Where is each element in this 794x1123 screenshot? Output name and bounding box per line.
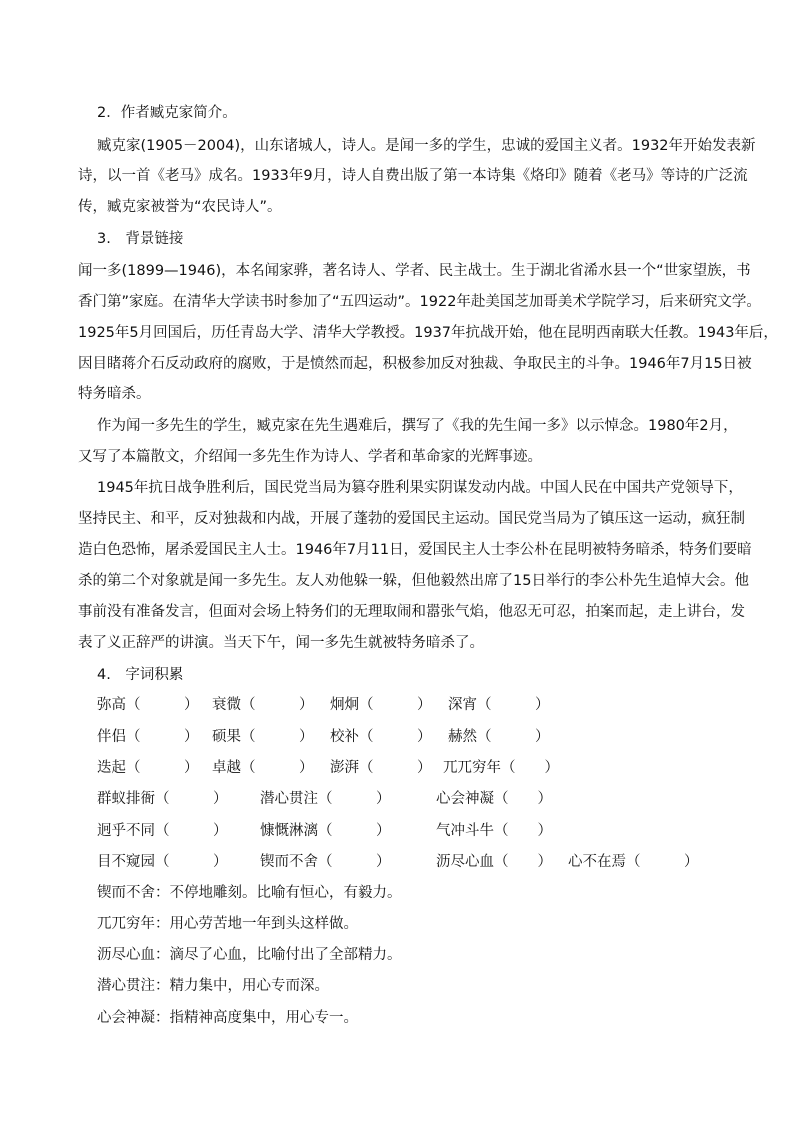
section3-para3-line: 造白色恐怖，屠杀爱国民主人士。1946年7月11日，爱国民主人士李公朴在昆明被特务暗杀，特务们要暗	[78, 542, 752, 558]
definition-line: 沥尽心血：滴尽了心血，比喻付出了全部精力。	[97, 947, 402, 963]
section2-line: 传，臧克家被誉为“农民诗人”。	[78, 199, 282, 215]
vocab-blank: 目不窥园（ ）	[97, 854, 228, 870]
vocab-blank: 心会神凝（ ）	[436, 791, 552, 807]
section3-heading: 3. 背景链接	[97, 231, 184, 247]
vocab-blank: 伴侣（ ）	[97, 729, 199, 745]
section2-line: 臧克家(1905－2004)，山东诸城人，诗人。是闻一多的学生，忠诚的爱国主义者。1932年开始发表新	[97, 138, 756, 154]
definition-line: 兀兀穷年：用心劳苦地一年到头这样做。	[97, 916, 358, 932]
section3-para3-line: 事前没有准备发言，但面对会场上特务们的无理取闹和嚣张气焰，他忍无可忍，拍案而起，走上讲台，发	[78, 604, 745, 620]
section3-para2-line: 又写了本篇散文，介绍闻一多先生作为诗人、学者和革命家的光辉事迹。	[78, 449, 542, 465]
vocab-blank: 卓越（ ）	[212, 760, 314, 776]
vocab-blank: 硕果（ ）	[212, 729, 314, 745]
definition-line: 心会神凝：指精神高度集中，用心专一。	[97, 1010, 358, 1026]
vocab-blank: 兀兀穷年（ ）	[443, 760, 559, 776]
vocab-blank: 气冲斗牛（ ）	[436, 823, 552, 839]
vocab-blank: 心不在焉（ ）	[568, 854, 699, 870]
section3-para3-line: 1945年抗日战争胜利后，国民党当局为篡夺胜利果实阴谋发动内战。中国人民在中国共产党领导下，	[97, 480, 743, 496]
section2-line: 诗，以一首《老马》成名。1933年9月，诗人自费出版了第一本诗集《烙印》随着《老马》等诗的广泛流	[78, 168, 748, 184]
vocab-blank: 潜心贯注（ ）	[260, 791, 391, 807]
vocab-blank: 迥乎不同（ ）	[97, 823, 228, 839]
section2-heading: 2．作者臧克家简介。	[97, 105, 237, 121]
vocab-blank: 深宵（ ）	[448, 697, 550, 713]
section3-para1-line: 闻一多(1899—1946)，本名闻家骅，著名诗人、学者、民主战士。生于湖北省浠水县一个“世家望族，书	[78, 263, 751, 279]
vocab-blank: 沥尽心血（ ）	[436, 854, 552, 870]
vocab-blank: 赫然（ ）	[448, 729, 550, 745]
vocab-blank: 锲而不舍（ ）	[260, 854, 391, 870]
section3-para1-line: 1925年5月回国后，历任青岛大学、清华大学教授。1937年抗战开始，他在昆明西南联大任教。1943年后，	[78, 325, 778, 341]
section3-para3-line: 表了义正辞严的讲演。当天下午，闻一多先生就被特务暗杀了。	[78, 635, 484, 651]
section3-para1-line: 香门第”家庭。在清华大学读书时参加了“五四运动”。1922年赴美国芝加哥美术学院学习，后来研究文学。	[78, 294, 761, 310]
section3-para1-line: 特务暗杀。	[78, 386, 151, 402]
section4-heading: 4. 字词积累	[97, 667, 184, 683]
section3-para3-line: 坚持民主、和平，反对独裁和内战，开展了蓬勃的爱国民主运动。国民党当局为了镇压这一运动，疯狂制	[78, 511, 745, 527]
definition-line: 潜心贯注：精力集中，用心专而深。	[97, 978, 329, 994]
vocab-blank: 弥高（ ）	[97, 697, 199, 713]
vocab-blank: 迭起（ ）	[97, 760, 199, 776]
section3-para1-line: 因目睹蒋介石反动政府的腐败，于是愤然而起，积极参加反对独裁、争取民主的斗争。1946年7月15日被	[78, 356, 752, 372]
vocab-blank: 群蚁排衙（ ）	[97, 791, 228, 807]
section3-para3-line: 杀的第二个对象就是闻一多先生。友人劝他躲一躲，但他毅然出席了15日举行的李公朴先生追悼大会。他	[78, 573, 749, 589]
vocab-blank: 慷慨淋漓（ ）	[260, 823, 391, 839]
vocab-blank: 炯炯（ ）	[330, 697, 432, 713]
vocab-blank: 校补（ ）	[330, 729, 432, 745]
definition-line: 锲而不舍：不停地雕刻。比喻有恒心，有毅力。	[97, 885, 402, 901]
vocab-blank: 澎湃（ ）	[330, 760, 432, 776]
section3-para2-line: 作为闻一多先生的学生，臧克家在先生遇难后，撰写了《我的先生闻一多》以示悼念。1980年2月，	[97, 418, 738, 434]
vocab-blank: 衰微（ ）	[212, 697, 314, 713]
